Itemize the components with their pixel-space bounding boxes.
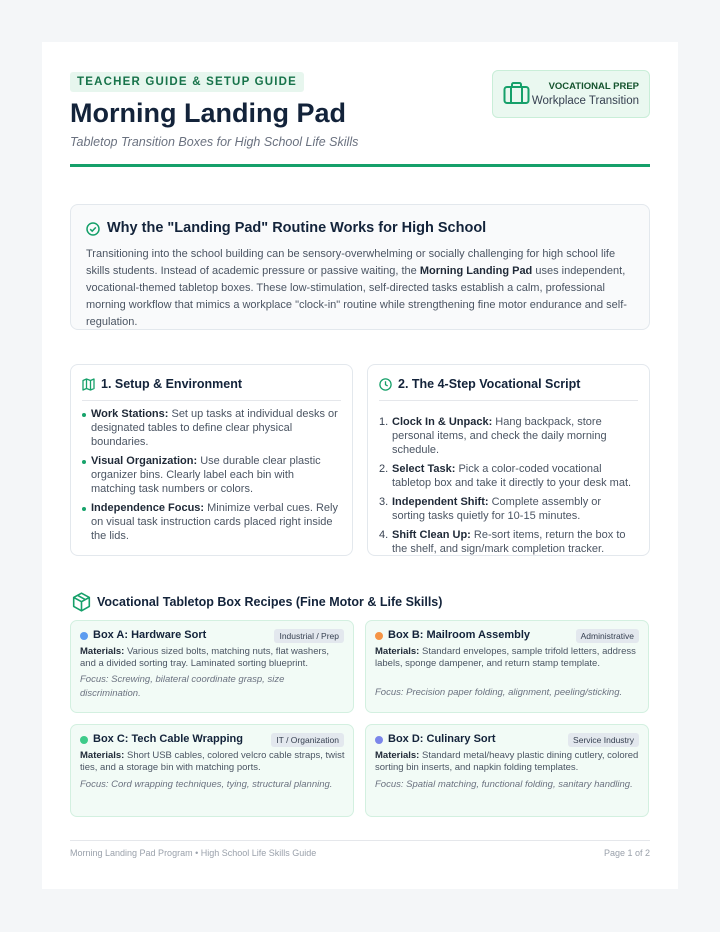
- list-item: [379, 415, 637, 457]
- card-focus: Focus: Screwing, bilateral coordinate grasp, size discrimination.: [80, 674, 285, 699]
- item-label: Work Stations:: [91, 408, 169, 420]
- card-title: Box D: Culinary Sort: [388, 733, 496, 745]
- list-item: [379, 528, 637, 556]
- setup-title: 1. Setup & Environment: [101, 377, 242, 391]
- list-item: [82, 454, 340, 496]
- step-number: 1.: [379, 416, 389, 428]
- guide-page: [42, 42, 678, 889]
- list-item: [379, 495, 637, 523]
- card-tag: Service Industry: [568, 733, 639, 747]
- script-title: 2. The 4-Step Vocational Script: [398, 377, 581, 391]
- page-title: Morning Landing Pad: [70, 98, 346, 128]
- step-number: 2.: [379, 463, 389, 475]
- card-title: Box C: Tech Cable Wrapping: [93, 733, 243, 745]
- card-tag: Administrative: [576, 629, 639, 643]
- card-dot: [80, 736, 88, 744]
- recipe-card: [365, 620, 649, 713]
- page-number: Page 1 of 2: [603, 848, 650, 858]
- materials-text: Standard envelopes, sample trifold letters, address labels, sponge dampener, and return stamp template.: [375, 646, 636, 669]
- script-section: [367, 364, 650, 556]
- header-divider: [70, 164, 650, 167]
- why-paragraph: [86, 246, 636, 331]
- why-text-end: uses independent, vocational-themed tabletop boxes. These low-stimulation, self-directed tasks establish a calm, professional morning workflow that mimics a workplace "clock-in" routine while strengthening fine motor endurance and self-regulation.: [86, 265, 627, 328]
- setup-header: [82, 377, 341, 401]
- item-text: Hang backpack, store personal items, and check the daily morning schedule.: [392, 416, 607, 456]
- item-text: Re-sort items, return the box to the shelf, and sign/mark completion tracker.: [392, 529, 626, 555]
- card-focus: Focus: Precision paper folding, alignment, peeling/sticking.: [375, 687, 623, 698]
- clock-icon: [379, 378, 392, 396]
- setup-section: [70, 364, 353, 556]
- materials-label: Materials:: [80, 646, 125, 657]
- materials-text: Standard metal/heavy plastic dining cutlery, colored sorting bin inserts, and napkin folding templates.: [375, 750, 639, 773]
- recipe-card: [365, 724, 649, 817]
- card-tag: IT / Organization: [271, 733, 344, 747]
- card-dot: [375, 736, 383, 744]
- card-materials: [375, 750, 641, 773]
- list-item: [379, 462, 637, 490]
- check-circle-icon: [86, 222, 100, 241]
- item-text: Complete assembly or sorting tasks quietly for 10-15 minutes.: [392, 496, 602, 522]
- materials-text: Various sized bolts, matching nuts, flat washers, and a divided sorting tray. Laminated sorting blueprint.: [80, 646, 330, 669]
- why-text-emphasis: Morning Landing Pad: [419, 265, 533, 277]
- footer-divider: [70, 840, 650, 841]
- eyebrow-label: TEACHER GUIDE & SETUP GUIDE: [70, 72, 304, 92]
- materials-label: Materials:: [375, 750, 420, 761]
- list-item: [82, 501, 340, 543]
- list-item: [82, 407, 340, 449]
- materials-label: Materials:: [80, 750, 125, 761]
- step-number: 3.: [379, 496, 389, 508]
- page-header: [70, 72, 650, 168]
- map-icon: [82, 378, 95, 396]
- vocational-prep-badge: [492, 70, 650, 118]
- card-focus: Focus: Spatial matching, functional folding, sanitary handling.: [375, 779, 633, 790]
- item-label: Visual Organization:: [91, 455, 198, 467]
- item-label: Independent Shift:: [392, 496, 489, 508]
- recipe-card: [70, 620, 354, 713]
- materials-label: Materials:: [375, 646, 420, 657]
- card-title: Box B: Mailroom Assembly: [388, 629, 531, 641]
- script-list: [379, 415, 637, 561]
- step-number: 4.: [379, 529, 389, 541]
- page-subtitle: Tabletop Transition Boxes for High School Life Skills: [70, 135, 359, 149]
- recipe-card: [70, 724, 354, 817]
- card-title: Box A: Hardware Sort: [93, 629, 207, 641]
- badge-label: VOCATIONAL PREP: [548, 81, 639, 92]
- item-text: Minimize verbal cues. Rely on visual task instruction cards placed right inside the lids.: [91, 502, 338, 542]
- badge-value: Workplace Transition: [531, 95, 639, 107]
- why-text-start: Transitioning into the school building can be sensory-overwhelming or socially challenging for high school life skills students. Instead of academic pressure or passive waiting, the: [86, 248, 616, 277]
- card-dot: [375, 632, 383, 640]
- why-section: [70, 204, 650, 330]
- recipes-title: Vocational Tabletop Box Recipes (Fine Motor & Life Skills): [97, 595, 443, 609]
- card-materials: [375, 646, 641, 669]
- why-title: Why the "Landing Pad" Routine Works for High School: [107, 220, 487, 236]
- materials-text: Short USB cables, colored velcro cable straps, twist ties, and a storage bin with matching ports.: [80, 750, 345, 773]
- footer-title: Morning Landing Pad Program • High School Life Skills Guide: [70, 848, 317, 858]
- card-materials: [80, 750, 346, 773]
- box-icon: [72, 592, 91, 617]
- item-text: Pick a color-coded vocational tabletop box and take it directly to your desk mat.: [392, 463, 632, 489]
- card-dot: [80, 632, 88, 640]
- setup-list: [82, 407, 340, 548]
- card-tag: Industrial / Prep: [274, 629, 344, 643]
- item-text: Set up tasks at individual desks or designated tables to define clear physical boundaries.: [91, 408, 338, 448]
- card-focus: Focus: Cord wrapping techniques, tying, structural planning.: [80, 779, 333, 790]
- item-text: Use durable clear plastic organizer bins. Clearly label each bin with matching task numbers or colors.: [91, 455, 321, 495]
- script-header: [379, 377, 638, 401]
- item-label: Select Task:: [392, 463, 456, 475]
- item-label: Independence Focus:: [91, 502, 205, 514]
- item-label: Shift Clean Up:: [392, 529, 471, 541]
- card-materials: [80, 646, 346, 669]
- briefcase-icon: [503, 81, 530, 110]
- item-label: Clock In & Unpack:: [392, 416, 493, 428]
